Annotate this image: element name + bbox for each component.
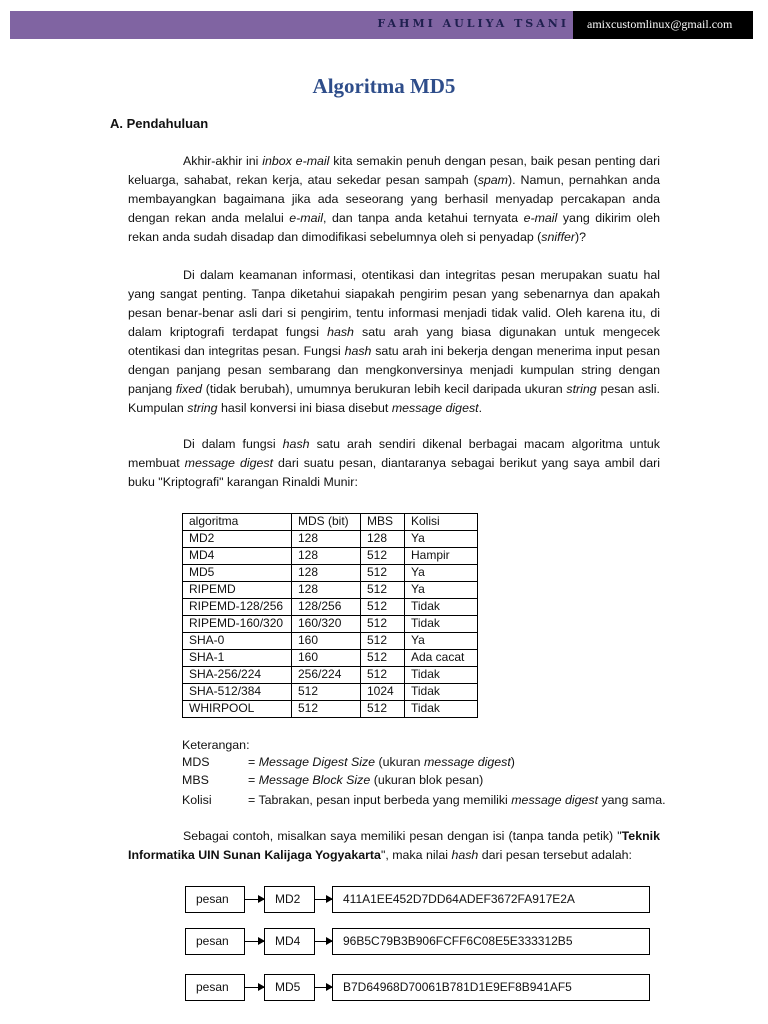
table-row bbox=[183, 565, 478, 582]
keterangan-definition bbox=[248, 793, 666, 807]
text-run: . bbox=[478, 401, 483, 415]
arrow-icon bbox=[245, 941, 264, 942]
arrow-icon bbox=[245, 987, 264, 988]
text-run-italic: message digest bbox=[423, 755, 511, 769]
text-run-italic: Message Block Size bbox=[258, 773, 371, 787]
keterangan-definition bbox=[248, 755, 515, 769]
paragraph-2 bbox=[128, 266, 660, 418]
table-row bbox=[183, 531, 478, 548]
text-run-italic: hash bbox=[282, 437, 310, 451]
table-cell: MD2 bbox=[183, 531, 292, 548]
paragraph-3 bbox=[128, 435, 660, 492]
text-run-italic: sniffer bbox=[541, 230, 576, 244]
table-header-row bbox=[183, 514, 478, 531]
table-cell: SHA-256/224 bbox=[183, 667, 292, 684]
text-run: Di dalam keamanan informasi, otentikasi dan integritas pesan merupakan suatu hal yang sangat penting. Tanpa diketahui siapakah pengirim pesan yang sebenarnya dan apakah pesan benar-benar asli dari si pengirim, tentu informasi menjadi tidak valid. Oleh karena itu, di dalam kriptografi terdapat fungsi bbox=[128, 268, 660, 339]
table-cell: Tidak bbox=[405, 701, 478, 718]
header-bar bbox=[10, 11, 753, 39]
table-row bbox=[183, 616, 478, 633]
hash-algorithm-table bbox=[182, 513, 478, 718]
section-heading: A. Pendahuluan bbox=[110, 116, 209, 131]
table-cell: 512 bbox=[361, 650, 405, 667]
table-cell: Hampir bbox=[405, 548, 478, 565]
table-cell: Tidak bbox=[405, 667, 478, 684]
header-email-box bbox=[573, 11, 753, 39]
text-run-italic: e-mail bbox=[289, 211, 324, 225]
table-cell: 512 bbox=[292, 684, 361, 701]
text-run: ", maka nilai bbox=[380, 848, 452, 862]
paragraph-4 bbox=[128, 827, 660, 865]
text-run-italic: hash bbox=[344, 344, 372, 358]
text-run: kita semakin penuh dengan pesan, baik pesan penting dari keluarga, sahabat, rekan kerja, atau sekedar pesan sampah ( bbox=[128, 154, 660, 187]
text-run: ). Namun, pernahkan anda membayangkan bagaimana jika ada seseorang yang berhasil menyadap percakapan anda dengan rekan anda melalui bbox=[128, 173, 660, 225]
algorithm-box: MD5 bbox=[264, 974, 315, 1001]
text-run: = bbox=[248, 773, 259, 787]
table-row bbox=[183, 667, 478, 684]
text-run-italic: message digest bbox=[511, 793, 599, 807]
table-cell: Ya bbox=[405, 531, 478, 548]
table-cell: SHA-0 bbox=[183, 633, 292, 650]
table-cell: 512 bbox=[361, 548, 405, 565]
text-run: (tidak berubah), umumnya berukuran lebih kecil daripada ukuran bbox=[202, 382, 567, 396]
arrow-icon bbox=[245, 899, 264, 900]
table-cell: RIPEMD bbox=[183, 582, 292, 599]
arrow-icon bbox=[315, 899, 332, 900]
table-cell: Tidak bbox=[405, 684, 478, 701]
text-run: yang sama. bbox=[598, 793, 666, 807]
text-run: Akhir-akhir ini bbox=[183, 154, 263, 168]
arrow-icon bbox=[315, 941, 332, 942]
text-run: = bbox=[248, 755, 259, 769]
keterangan-term: Kolisi bbox=[182, 793, 212, 807]
table-cell: 160 bbox=[292, 650, 361, 667]
table-row bbox=[183, 701, 478, 718]
table-cell: 256/224 bbox=[292, 667, 361, 684]
text-run: satu arah yang biasa digunakan untuk mengecek otentikasi dan integritas pesan. Fungsi bbox=[128, 325, 660, 358]
table-cell: 512 bbox=[361, 667, 405, 684]
table-row bbox=[183, 548, 478, 565]
arrow-icon bbox=[315, 987, 332, 988]
keterangan-definition bbox=[248, 773, 483, 787]
text-run-italic: Message Digest Size bbox=[258, 755, 376, 769]
table-cell: SHA-512/384 bbox=[183, 684, 292, 701]
table-cell: Tidak bbox=[405, 599, 478, 616]
text-run: dari suatu pesan, diantaranya sebagai berikut yang saya ambil dari buku "Kriptografi" karangan Rinaldi Munir: bbox=[128, 456, 660, 489]
table-cell: 512 bbox=[292, 701, 361, 718]
text-run: , dan tanpa anda ketahui ternyata bbox=[323, 211, 524, 225]
table-cell: Ya bbox=[405, 582, 478, 599]
text-run: hasil konversi ini biasa disebut bbox=[217, 401, 392, 415]
table-cell: 160 bbox=[292, 633, 361, 650]
text-run: (ukuran blok pesan) bbox=[370, 773, 484, 787]
algorithm-box: MD4 bbox=[264, 928, 315, 955]
page-title: Algoritma MD5 bbox=[312, 74, 456, 98]
table-cell: RIPEMD-160/320 bbox=[183, 616, 292, 633]
table-cell: Ya bbox=[405, 633, 478, 650]
table-header-cell: MDS (bit) bbox=[292, 514, 361, 531]
table-cell: WHIRPOOL bbox=[183, 701, 292, 718]
table-cell: 1024 bbox=[361, 684, 405, 701]
table-header-cell: Kolisi bbox=[405, 514, 478, 531]
table-cell: Ya bbox=[405, 565, 478, 582]
table-row bbox=[183, 633, 478, 650]
table-row bbox=[183, 684, 478, 701]
table-cell: 128 bbox=[292, 531, 361, 548]
text-run-italic: hash bbox=[451, 848, 479, 862]
input-box: pesan bbox=[185, 886, 245, 913]
text-run-italic: e-mail bbox=[523, 211, 558, 225]
text-run: satu arah sendiri dikenal berbagai macam algoritma untuk membuat bbox=[128, 437, 660, 470]
table-row bbox=[183, 599, 478, 616]
text-run-italic: hash bbox=[327, 325, 354, 339]
table-cell: 512 bbox=[361, 582, 405, 599]
text-run-italic: inbox e-mail bbox=[262, 154, 330, 168]
keterangan-heading: Keterangan: bbox=[182, 738, 250, 752]
table-header-cell: algoritma bbox=[183, 514, 292, 531]
text-run: = Tabrakan, pesan input berbeda yang memiliki bbox=[248, 793, 512, 807]
text-run: (ukuran bbox=[375, 755, 424, 769]
table-cell: MD5 bbox=[183, 565, 292, 582]
text-run: yang dikirim oleh rekan anda sudah disadap dan dimodifikasi sebelumnya oleh si penyadap ( bbox=[128, 211, 660, 244]
input-box: pesan bbox=[185, 928, 245, 955]
text-run-italic: message digest bbox=[184, 456, 274, 470]
text-run: dari pesan tersebut adalah: bbox=[478, 848, 632, 862]
table-cell: 160/320 bbox=[292, 616, 361, 633]
table-cell: 512 bbox=[361, 701, 405, 718]
table-cell: 512 bbox=[361, 599, 405, 616]
table-cell: 128 bbox=[292, 548, 361, 565]
table-cell: RIPEMD-128/256 bbox=[183, 599, 292, 616]
keterangan-term: MBS bbox=[182, 773, 209, 787]
text-run: Di dalam fungsi bbox=[183, 437, 283, 451]
text-run: pesan asli. Kumpulan bbox=[128, 382, 660, 415]
keterangan-term: MDS bbox=[182, 755, 210, 769]
table-cell: Ada cacat bbox=[405, 650, 478, 667]
table-cell: 128 bbox=[292, 565, 361, 582]
digest-box: 411A1EE452D7DD64ADEF3672FA917E2A bbox=[332, 886, 650, 913]
digest-box: B7D64968D70061B781D1E9EF8B941AF5 bbox=[332, 974, 650, 1001]
text-run: Sebagai contoh, misalkan saya memiliki pesan dengan isi (tanpa tanda petik) " bbox=[183, 829, 622, 843]
table-cell: 512 bbox=[361, 565, 405, 582]
header-email: amixcustomlinux@gmail.com bbox=[587, 17, 733, 31]
text-run-italic: message digest bbox=[391, 401, 479, 415]
algorithm-box: MD2 bbox=[264, 886, 315, 913]
text-run-italic: spam bbox=[477, 173, 509, 187]
table-cell: Tidak bbox=[405, 616, 478, 633]
table-cell: 128/256 bbox=[292, 599, 361, 616]
paragraph-1 bbox=[128, 152, 660, 247]
text-run: )? bbox=[575, 230, 587, 244]
table-cell: MD4 bbox=[183, 548, 292, 565]
text-run-bold: Teknik Informatika UIN Sunan Kalijaga Yogyakarta bbox=[128, 829, 660, 862]
input-box: pesan bbox=[185, 974, 245, 1001]
text-run-italic: string bbox=[566, 382, 597, 396]
table-row bbox=[183, 650, 478, 667]
header-author: FAHMI AULIYA TSANI bbox=[377, 17, 569, 30]
table-header-cell: MBS bbox=[361, 514, 405, 531]
text-run-italic: string bbox=[187, 401, 218, 415]
text-run: satu arah ini bekerja dengan menerima input pesan dengan panjang pesan sembarang dan mengkonversinya menjadi kumpulan string dengan panjang bbox=[128, 344, 660, 396]
table-cell: 128 bbox=[292, 582, 361, 599]
text-run: ) bbox=[510, 755, 515, 769]
table-cell: 512 bbox=[361, 616, 405, 633]
table-cell: 128 bbox=[361, 531, 405, 548]
table-cell: SHA-1 bbox=[183, 650, 292, 667]
digest-box: 96B5C79B3B906FCFF6C08E5E333312B5 bbox=[332, 928, 650, 955]
text-run-italic: fixed bbox=[175, 382, 203, 396]
table-row bbox=[183, 582, 478, 599]
table-cell: 512 bbox=[361, 633, 405, 650]
